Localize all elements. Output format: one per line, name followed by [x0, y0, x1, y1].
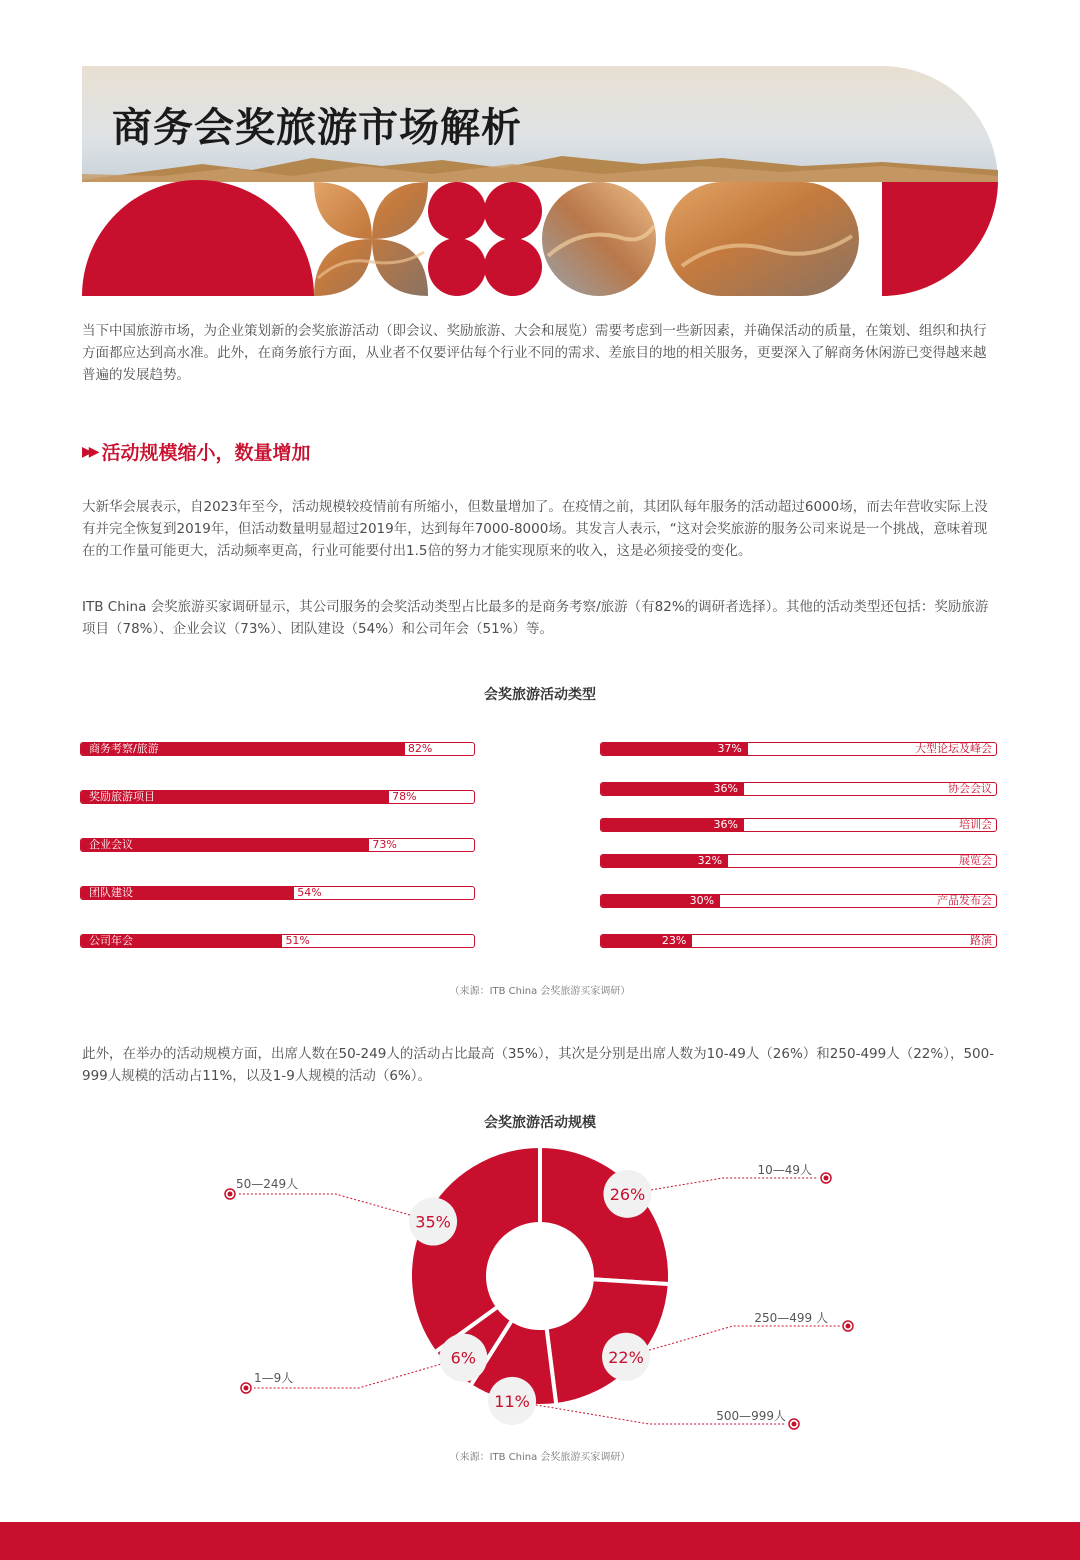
slice-category-label: 50—249人	[236, 1177, 299, 1191]
red-circle	[484, 238, 542, 296]
bar-category-label: 协会会议	[948, 782, 992, 795]
double-chevron-icon: ▶▶	[82, 443, 96, 460]
donut-chart-source: （来源：ITB China 会奖旅游买家调研）	[449, 1452, 631, 1463]
slice-category-label: 250—499 人	[754, 1311, 828, 1325]
bar-category-label: 团队建设	[89, 886, 133, 899]
bar-track	[600, 782, 997, 796]
leader-line	[238, 1194, 433, 1222]
red-circle	[428, 182, 486, 240]
body-paragraph-1: 大新华会展表示，自2023年至今，活动规模较疫情前有所缩小，但数量增加了。在疫情之前，其团队每年服务的活动超过6000场，而去年营收实际上没有并完全恢复到2019年，但活动数量明显超过2019年，达到每年7000-8000场。其发言人表示，“这对会奖旅游的服务公司来说是一个挑战，意味着现在的工作量可能更大，活动频率更高，行业可能要付出1.5倍的努力才能实现原来的收入，这是必须接受的变化。	[82, 499, 988, 559]
bar-category-label: 企业会议	[89, 838, 133, 851]
red-circle	[484, 182, 542, 240]
page-title: 商务会奖旅游市场解析	[112, 105, 522, 151]
bar-chart-source: （来源：ITB China 会奖旅游买家调研）	[449, 986, 631, 997]
bar-value-label: 32%	[697, 854, 723, 867]
red-half-circle	[82, 180, 314, 296]
donut-slice	[410, 1146, 540, 1352]
bar-value-label: 82%	[407, 742, 433, 755]
slice-value-label: 11%	[494, 1391, 530, 1411]
rock-stadium	[665, 182, 859, 296]
bar-track	[80, 934, 475, 948]
bar-chart-title: 会奖旅游活动类型	[484, 687, 596, 703]
red-quarter-circle	[882, 182, 998, 296]
bar-category-label: 展览会	[959, 854, 992, 867]
bar-track	[80, 886, 475, 900]
slice-value-label: 6%	[450, 1348, 477, 1368]
bar-track	[600, 854, 997, 868]
slice-value-label: 35%	[415, 1212, 451, 1232]
bar-value-label: 23%	[661, 934, 687, 947]
leader-dot-center	[244, 1386, 249, 1391]
bar-category-label: 奖励旅游项目	[89, 790, 155, 803]
bar-value-label: 37%	[717, 742, 742, 755]
bar-track	[80, 838, 475, 852]
leader-dot-center	[846, 1324, 851, 1329]
bar-value-label: 36%	[713, 818, 738, 831]
bar-value-label: 54%	[297, 886, 322, 899]
bar-value-label: 36%	[713, 782, 738, 795]
bar-category-label: 大型论坛及峰会	[915, 742, 992, 755]
body-paragraph-2: ITB China 会奖旅游买家调研显示，其公司服务的会奖活动类型占比最多的是商务考察/旅游（有82%的调研者选择）。其他的活动类型还包括：奖励旅游项目（78%）、企业会议（73%）、团队建设（54%）和公司年会（51%）等。	[82, 599, 989, 637]
red-circle	[428, 238, 486, 296]
slice-category-label: 10—49人	[757, 1163, 812, 1177]
donut-chart	[0, 1130, 1080, 1450]
body-paragraph-3: 此外，在举办的活动规模方面，出席人数在50-249人的活动占比最高（35%），其次是分别是出席人数为10-49人（26%）和250-499人（22%），500-999人规模的活动占11%，以及1-9人规模的活动（6%）。	[82, 1046, 995, 1084]
section-heading	[82, 438, 311, 465]
rock-bowtie	[314, 182, 428, 296]
bar-track	[600, 742, 997, 756]
bar-category-label: 培训会	[959, 818, 992, 831]
footer-band	[0, 1522, 1080, 1560]
intro-paragraph: 当下中国旅游市场，为企业策划新的会奖旅游活动（即会议、奖励旅游、大会和展览）需要考虑到一些新因素，并确保活动的质量，在策划、组织和执行方面都应达到高水准。此外，在商务旅行方面，从业者不仅要评估每个行业不同的需求、差旅目的地的相关服务，更要深入了解商务休闲游已变得越来越普遍的发展趋势。	[82, 323, 987, 383]
slice-category-label: 1—9人	[254, 1371, 294, 1385]
bar-track	[80, 790, 475, 804]
slice-value-label: 22%	[608, 1347, 644, 1367]
bar-value-label: 78%	[392, 790, 417, 803]
leader-dot-center	[228, 1192, 233, 1197]
donut-chart-title: 会奖旅游活动规模	[484, 1115, 596, 1131]
bar-category-label: 商务考察/旅游	[89, 742, 159, 755]
bar-category-label: 路演	[970, 934, 992, 947]
leader-line	[627, 1178, 818, 1194]
leader-dot-center	[824, 1176, 829, 1181]
bar-value-label: 73%	[372, 838, 397, 851]
bar-track	[600, 818, 997, 832]
slice-category-label: 500—999人	[716, 1409, 786, 1423]
bar-category-label: 公司年会	[89, 934, 133, 947]
leader-dot-center	[792, 1422, 797, 1427]
donut-slice	[540, 1146, 670, 1284]
bar-track	[80, 742, 475, 756]
slice-value-label: 26%	[609, 1184, 646, 1204]
bar-category-label: 产品发布会	[937, 894, 992, 907]
bar-value-label: 51%	[285, 934, 310, 947]
section-heading-text: 活动规模缩小，数量增加	[101, 442, 311, 464]
bar-track	[600, 934, 997, 948]
bar-value-label: 30%	[689, 894, 715, 907]
bar-track	[600, 894, 997, 908]
